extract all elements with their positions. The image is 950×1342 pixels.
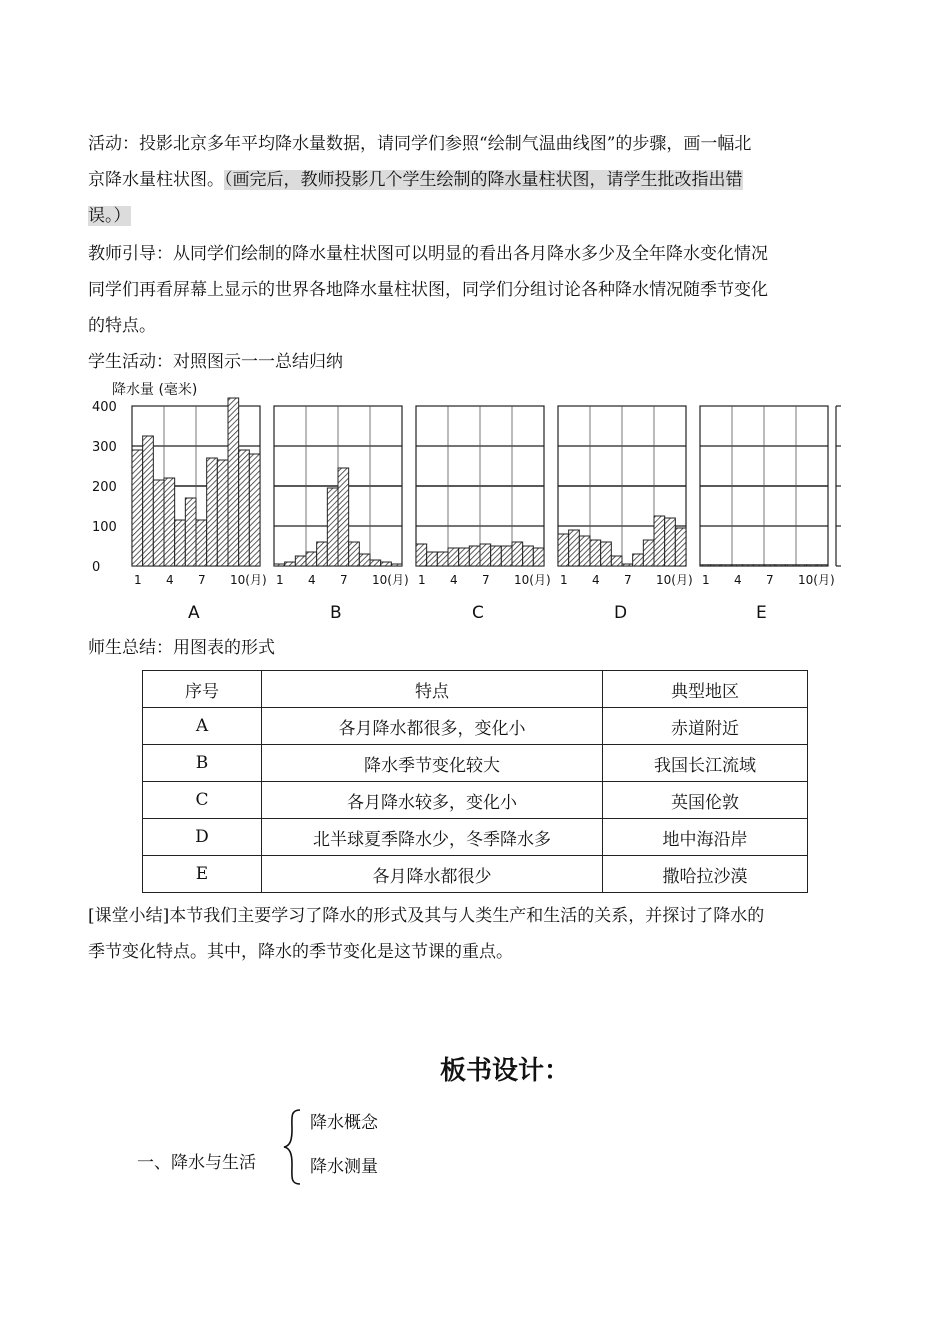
table-cell: 英国伦敦 bbox=[603, 782, 808, 819]
table-header-row bbox=[143, 671, 808, 708]
activity-highlight-text: （画完后，教师投影几个学生绘制的降水量柱状图，请学生批改指出错 bbox=[224, 170, 743, 190]
x-tick-label: 10(月) bbox=[514, 573, 551, 587]
activity-line-1: 活动：投影北京多年平均降水量数据，请同学们参照“绘制气温曲线图”的步骤，画一幅北 bbox=[88, 134, 752, 154]
precipitation-charts bbox=[88, 376, 858, 628]
panel-label: C bbox=[472, 603, 484, 623]
bar-e-month-9 bbox=[785, 565, 796, 566]
bar-c-month-3 bbox=[437, 552, 448, 566]
bar-e-month-7 bbox=[764, 565, 775, 566]
bar-c-month-6 bbox=[469, 546, 480, 566]
x-tick-label: 7 bbox=[766, 573, 774, 587]
bar-e-month-12 bbox=[817, 565, 828, 566]
bar-c-month-8 bbox=[491, 546, 502, 566]
table-cell: 北半球夏季降水少，冬季降水多 bbox=[262, 819, 603, 856]
bar-d-month-2 bbox=[569, 530, 580, 566]
activity-line-2-text: 京降水量柱状图。 bbox=[88, 170, 224, 190]
x-tick-label: 1 bbox=[134, 573, 142, 587]
y-tick-label: 400 bbox=[92, 400, 117, 415]
bar-d-month-5 bbox=[601, 542, 612, 566]
bar-e-month-1 bbox=[700, 565, 711, 566]
bar-d-month-10 bbox=[654, 516, 665, 566]
right-edge-ticks bbox=[836, 406, 841, 566]
bar-b-month-3 bbox=[295, 556, 306, 566]
chart-panel-a bbox=[132, 398, 267, 623]
bar-a-month-3 bbox=[153, 480, 164, 566]
table-cell: 各月降水较多，变化小 bbox=[262, 782, 603, 819]
x-tick-label: 10(月) bbox=[656, 573, 693, 587]
table-row bbox=[143, 745, 808, 782]
bar-b-month-8 bbox=[349, 542, 360, 566]
table-cell: 我国长江流域 bbox=[603, 745, 808, 782]
bar-a-month-11 bbox=[239, 450, 250, 566]
bar-e-month-8 bbox=[775, 565, 786, 566]
summary-intro: 师生总结：用图表的形式 bbox=[88, 638, 275, 658]
table-cell: A bbox=[143, 708, 262, 745]
table-cell: 地中海沿岸 bbox=[603, 819, 808, 856]
chart-panel-b bbox=[274, 406, 409, 623]
bar-c-month-5 bbox=[459, 548, 470, 566]
y-tick-label: 0 bbox=[92, 560, 101, 575]
chart-panel-d bbox=[558, 406, 693, 623]
x-tick-label: 1 bbox=[418, 573, 426, 587]
bar-b-month-4 bbox=[306, 552, 317, 566]
bar-c-month-7 bbox=[480, 544, 491, 566]
table-cell: D bbox=[143, 819, 262, 856]
x-tick-label: 7 bbox=[482, 573, 490, 587]
bar-a-month-2 bbox=[143, 436, 154, 566]
x-tick-label: 7 bbox=[340, 573, 348, 587]
y-tick-label: 100 bbox=[92, 520, 117, 535]
table-cell: C bbox=[143, 782, 262, 819]
bar-d-month-11 bbox=[665, 518, 676, 566]
board-sub-item-concept: 降水概念 bbox=[310, 1113, 378, 1133]
bar-a-month-12 bbox=[249, 454, 260, 566]
header-region: 典型地区 bbox=[603, 671, 808, 708]
bar-c-month-2 bbox=[427, 552, 438, 566]
y-tick-label: 200 bbox=[92, 480, 117, 495]
bar-e-month-5 bbox=[743, 565, 754, 566]
x-tick-label: 10(月) bbox=[798, 573, 835, 587]
board-main-item: 一、降水与生活 bbox=[137, 1153, 256, 1173]
bar-a-month-4 bbox=[164, 478, 175, 566]
student-activity: 学生活动：对照图示一一总结归纳 bbox=[88, 352, 343, 372]
x-tick-label: 1 bbox=[276, 573, 284, 587]
panel-label: D bbox=[614, 603, 628, 623]
x-tick-label: 4 bbox=[734, 573, 742, 587]
x-tick-label: 10(月) bbox=[372, 573, 409, 587]
bar-b-month-6 bbox=[327, 488, 338, 566]
bar-c-month-12 bbox=[533, 548, 544, 566]
bar-c-month-10 bbox=[512, 542, 523, 566]
bar-b-month-12 bbox=[391, 564, 402, 566]
bar-c-month-1 bbox=[416, 544, 427, 566]
bar-b-month-7 bbox=[338, 468, 349, 566]
guide-line-1: 教师引导：从同学们绘制的降水量柱状图可以明显的看出各月降水多少及全年降水变化情况 bbox=[88, 244, 768, 264]
bar-e-month-10 bbox=[796, 565, 807, 566]
table-cell: E bbox=[143, 856, 262, 893]
chart-panels bbox=[132, 398, 841, 623]
bar-c-month-4 bbox=[448, 548, 459, 566]
table-row bbox=[143, 708, 808, 745]
bar-a-month-8 bbox=[207, 458, 218, 566]
wrap-up-line-2: 季节变化特点。其中，降水的季节变化是这节课的重点。 bbox=[88, 942, 513, 962]
x-tick-label: 1 bbox=[702, 573, 710, 587]
bar-d-month-7 bbox=[622, 564, 633, 566]
x-tick-label: 4 bbox=[308, 573, 316, 587]
activity-highlight-end: 误。） bbox=[88, 206, 131, 226]
bar-a-month-6 bbox=[185, 498, 196, 566]
bar-e-month-3 bbox=[721, 565, 732, 566]
bar-e-month-4 bbox=[732, 565, 743, 566]
x-tick-label: 7 bbox=[198, 573, 206, 587]
bar-a-month-9 bbox=[217, 460, 228, 566]
bar-a-month-5 bbox=[175, 520, 186, 566]
bar-e-month-2 bbox=[711, 565, 722, 566]
wrap-up-line-1: [课堂小结]本节我们主要学习了降水的形式及其与人类生产和生活的关系，并探讨了降水的 bbox=[88, 906, 765, 926]
bar-b-month-1 bbox=[274, 564, 285, 566]
table-cell: 各月降水都很少 bbox=[262, 856, 603, 893]
bar-b-month-10 bbox=[370, 560, 381, 566]
bar-b-month-2 bbox=[285, 562, 296, 566]
x-tick-label: 4 bbox=[166, 573, 174, 587]
bar-b-month-9 bbox=[359, 554, 370, 566]
bar-b-month-11 bbox=[381, 562, 392, 566]
bar-b-month-5 bbox=[317, 542, 328, 566]
bar-d-month-12 bbox=[675, 528, 686, 566]
chart-panel-e bbox=[700, 406, 835, 623]
panel-label: E bbox=[756, 603, 767, 623]
table-row bbox=[143, 819, 808, 856]
activity-line-2 bbox=[88, 162, 866, 198]
y-axis bbox=[92, 400, 117, 575]
bar-d-month-9 bbox=[643, 540, 654, 566]
table-cell: B bbox=[143, 745, 262, 782]
bar-a-month-1 bbox=[132, 450, 143, 566]
bar-d-month-8 bbox=[633, 554, 644, 566]
bar-e-month-11 bbox=[807, 565, 818, 566]
board-design-title: 板书设计： bbox=[439, 1056, 570, 1086]
summary-table bbox=[142, 670, 808, 893]
panel-label: B bbox=[330, 603, 342, 623]
bar-a-month-10 bbox=[228, 398, 239, 566]
y-tick-label: 300 bbox=[92, 440, 117, 455]
table-row bbox=[143, 856, 808, 893]
table-cell: 各月降水都很多，变化小 bbox=[262, 708, 603, 745]
bar-d-month-3 bbox=[579, 536, 590, 566]
bar-d-month-4 bbox=[590, 540, 601, 566]
bar-e-month-6 bbox=[753, 565, 764, 566]
header-index: 序号 bbox=[143, 671, 262, 708]
panel-label: A bbox=[188, 603, 200, 623]
header-feature: 特点 bbox=[262, 671, 603, 708]
bar-c-month-11 bbox=[523, 546, 534, 566]
bar-c-month-9 bbox=[501, 546, 512, 566]
y-axis-label: 降水量 (毫米) bbox=[112, 382, 198, 398]
x-tick-label: 4 bbox=[592, 573, 600, 587]
board-sub-item-measure: 降水测量 bbox=[310, 1157, 378, 1177]
x-tick-label: 4 bbox=[450, 573, 458, 587]
x-tick-label: 7 bbox=[624, 573, 632, 587]
guide-line-3: 的特点。 bbox=[88, 316, 156, 336]
chart-panel-c bbox=[416, 406, 551, 623]
table-row bbox=[143, 782, 808, 819]
bar-a-month-7 bbox=[196, 520, 207, 566]
table-cell: 撒哈拉沙漠 bbox=[603, 856, 808, 893]
curly-brace-icon bbox=[282, 1108, 304, 1186]
table-cell: 赤道附近 bbox=[603, 708, 808, 745]
activity-line-3 bbox=[88, 198, 866, 234]
table-cell: 降水季节变化较大 bbox=[262, 745, 603, 782]
guide-line-2: 同学们再看屏幕上显示的世界各地降水量柱状图，同学们分组讨论各种降水情况随季节变化 bbox=[88, 280, 768, 300]
x-tick-label: 10(月) bbox=[230, 573, 267, 587]
x-tick-label: 1 bbox=[560, 573, 568, 587]
bar-d-month-1 bbox=[558, 534, 569, 566]
bar-d-month-6 bbox=[611, 556, 622, 566]
